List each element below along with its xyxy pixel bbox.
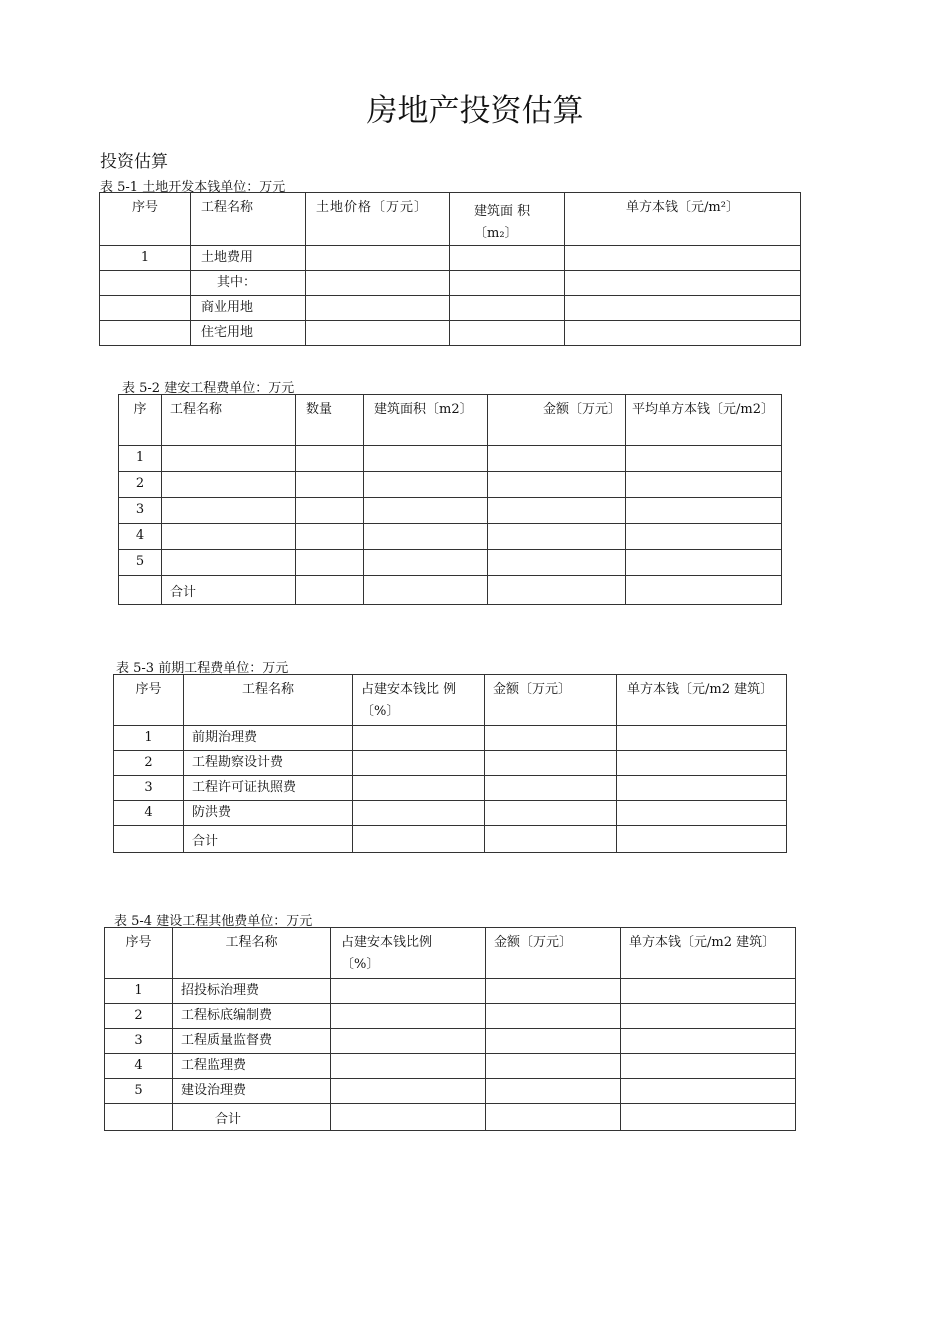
table-row bbox=[105, 1054, 796, 1079]
header-cell: 建筑面积〔m2〕 bbox=[364, 395, 488, 446]
table-cell bbox=[486, 1054, 621, 1079]
table-cell bbox=[488, 472, 626, 498]
other-cost-table bbox=[104, 927, 796, 1131]
table-cell: 4 bbox=[114, 801, 184, 826]
table-cell: 招投标治理费 bbox=[173, 979, 331, 1004]
table-cell bbox=[488, 576, 626, 605]
table-cell bbox=[100, 271, 191, 296]
land-cost-table bbox=[99, 192, 801, 346]
table-cell: 其中： bbox=[191, 271, 306, 296]
table-cell: 商业用地 bbox=[191, 296, 306, 321]
table-cell bbox=[119, 576, 162, 605]
table-cell bbox=[331, 1104, 486, 1131]
table-cell: 合计 bbox=[162, 576, 296, 605]
table-cell bbox=[450, 271, 565, 296]
table-cell bbox=[488, 550, 626, 576]
table-row bbox=[119, 446, 782, 472]
table-cell bbox=[296, 472, 364, 498]
table-cell bbox=[331, 1004, 486, 1029]
table-cell bbox=[296, 576, 364, 605]
table-cell: 合计 bbox=[173, 1104, 331, 1131]
table-caption: 表 5-3 前期工程费单位：万元 bbox=[116, 661, 289, 676]
table-cell bbox=[450, 246, 565, 271]
table-row bbox=[114, 751, 787, 776]
table-row bbox=[119, 472, 782, 498]
table-cell bbox=[296, 446, 364, 472]
table-cell: 工程质量监督费 bbox=[173, 1029, 331, 1054]
table-cell bbox=[353, 801, 485, 826]
table-caption: 表 5-4 建设工程其他费单位：万元 bbox=[114, 914, 313, 929]
table-total-row bbox=[119, 576, 782, 605]
table-cell bbox=[488, 498, 626, 524]
table-cell: 4 bbox=[119, 524, 162, 550]
table-cell: 工程标底编制费 bbox=[173, 1004, 331, 1029]
table-cell bbox=[353, 751, 485, 776]
table-cell bbox=[485, 726, 617, 751]
table-row bbox=[105, 1079, 796, 1104]
table-cell: 3 bbox=[105, 1029, 173, 1054]
table-row bbox=[100, 271, 801, 296]
header-cell: 序号 bbox=[114, 675, 184, 726]
header-cell: 序 bbox=[119, 395, 162, 446]
header-cell: 金额〔万元〕 bbox=[485, 675, 617, 726]
table-cell bbox=[364, 524, 488, 550]
table-cell: 工程监理费 bbox=[173, 1054, 331, 1079]
table-cell bbox=[114, 826, 184, 853]
preliminary-cost-table bbox=[113, 674, 787, 853]
table-cell bbox=[364, 446, 488, 472]
table-cell bbox=[626, 472, 782, 498]
table-cell bbox=[486, 979, 621, 1004]
table-cell: 住宅用地 bbox=[191, 321, 306, 346]
table-cell: 5 bbox=[119, 550, 162, 576]
table-cell bbox=[364, 498, 488, 524]
table-cell bbox=[486, 1029, 621, 1054]
table-cell bbox=[353, 726, 485, 751]
table-cell bbox=[331, 1079, 486, 1104]
header-cell: 工程名称 bbox=[191, 193, 306, 246]
table-cell bbox=[100, 321, 191, 346]
construction-cost-table bbox=[118, 394, 782, 605]
table-cell bbox=[100, 296, 191, 321]
table-row bbox=[105, 1029, 796, 1054]
header-cell: 单方本钱〔元/m2 建筑〕 bbox=[621, 928, 796, 979]
table-cell bbox=[565, 271, 801, 296]
table-cell bbox=[364, 472, 488, 498]
table-cell bbox=[617, 726, 787, 751]
table-cell bbox=[296, 498, 364, 524]
table-cell: 3 bbox=[114, 776, 184, 801]
table-cell bbox=[621, 1004, 796, 1029]
table-cell bbox=[565, 246, 801, 271]
table-total-row bbox=[105, 1104, 796, 1131]
header-cell: 序号 bbox=[100, 193, 191, 246]
table-cell bbox=[450, 296, 565, 321]
header-cell: 平均单方本钱〔元/m2〕 bbox=[626, 395, 782, 446]
table-cell bbox=[617, 826, 787, 853]
header-cell: 占建安本钱比 例〔%〕 bbox=[353, 675, 485, 726]
table-cell: 5 bbox=[105, 1079, 173, 1104]
table-cell bbox=[331, 979, 486, 1004]
table-row bbox=[100, 246, 801, 271]
table-cell bbox=[486, 1079, 621, 1104]
table-caption: 表 5-2 建安工程费单位：万元 bbox=[122, 381, 295, 396]
header-cell: 序号 bbox=[105, 928, 173, 979]
table-cell bbox=[353, 826, 485, 853]
table-row bbox=[105, 1004, 796, 1029]
table-cell: 2 bbox=[105, 1004, 173, 1029]
table-cell: 1 bbox=[105, 979, 173, 1004]
table-cell bbox=[617, 801, 787, 826]
table-cell bbox=[450, 321, 565, 346]
table-cell bbox=[621, 1104, 796, 1131]
table-row bbox=[114, 801, 787, 826]
table-cell bbox=[306, 321, 450, 346]
table-cell bbox=[485, 751, 617, 776]
table-cell bbox=[617, 751, 787, 776]
table-cell: 前期治理费 bbox=[184, 726, 353, 751]
table-cell: 1 bbox=[119, 446, 162, 472]
table-row bbox=[105, 979, 796, 1004]
table-cell bbox=[296, 550, 364, 576]
table-cell bbox=[565, 321, 801, 346]
table-header-row bbox=[100, 193, 801, 246]
table-cell: 防洪费 bbox=[184, 801, 353, 826]
header-cell: 金额〔万元〕 bbox=[486, 928, 621, 979]
table-cell bbox=[626, 576, 782, 605]
table-cell: 工程许可证执照费 bbox=[184, 776, 353, 801]
table-cell bbox=[486, 1104, 621, 1131]
table-cell bbox=[621, 1079, 796, 1104]
table-caption: 表 5-1 土地开发本钱单位：万元 bbox=[100, 180, 286, 195]
table-cell bbox=[105, 1104, 173, 1131]
table-row bbox=[119, 498, 782, 524]
table-row bbox=[114, 776, 787, 801]
table-cell: 2 bbox=[119, 472, 162, 498]
header-cell: 单方本钱〔元/m²〕 bbox=[565, 193, 801, 246]
table-cell bbox=[296, 524, 364, 550]
table-cell bbox=[364, 576, 488, 605]
header-cell: 土地价格〔万元〕 bbox=[306, 193, 450, 246]
table-cell bbox=[565, 296, 801, 321]
table-cell: 1 bbox=[114, 726, 184, 751]
table-cell bbox=[162, 472, 296, 498]
header-cell: 数量 bbox=[296, 395, 364, 446]
table-cell bbox=[162, 498, 296, 524]
table-cell bbox=[488, 446, 626, 472]
table-cell bbox=[626, 498, 782, 524]
table-cell bbox=[162, 446, 296, 472]
table-cell bbox=[353, 776, 485, 801]
table-cell bbox=[162, 524, 296, 550]
section-heading: 投资估算 bbox=[100, 152, 168, 172]
header-cell: 单方本钱〔元/m2 建筑〕 bbox=[617, 675, 787, 726]
table-cell bbox=[486, 1004, 621, 1029]
header-cell: 工程名称 bbox=[173, 928, 331, 979]
table-cell bbox=[621, 979, 796, 1004]
table-cell: 土地费用 bbox=[191, 246, 306, 271]
table-cell bbox=[626, 550, 782, 576]
table-cell: 建设治理费 bbox=[173, 1079, 331, 1104]
table-cell: 合计 bbox=[184, 826, 353, 853]
table-row bbox=[119, 524, 782, 550]
table-header-row bbox=[119, 395, 782, 446]
table-cell bbox=[162, 550, 296, 576]
table-cell bbox=[306, 246, 450, 271]
table-total-row bbox=[114, 826, 787, 853]
table-cell bbox=[331, 1029, 486, 1054]
table-cell bbox=[488, 524, 626, 550]
table-cell: 1 bbox=[100, 246, 191, 271]
table-row bbox=[114, 726, 787, 751]
table-header-row bbox=[114, 675, 787, 726]
table-cell bbox=[626, 524, 782, 550]
table-cell bbox=[485, 801, 617, 826]
table-cell bbox=[621, 1054, 796, 1079]
header-cell: 工程名称 bbox=[184, 675, 353, 726]
table-cell bbox=[306, 296, 450, 321]
table-cell bbox=[621, 1029, 796, 1054]
table-cell bbox=[331, 1054, 486, 1079]
table-cell bbox=[364, 550, 488, 576]
table-cell bbox=[617, 776, 787, 801]
header-cell: 占建安本钱比例〔%〕 bbox=[331, 928, 486, 979]
table-cell bbox=[626, 446, 782, 472]
table-row bbox=[119, 550, 782, 576]
table-cell bbox=[485, 776, 617, 801]
table-row bbox=[100, 296, 801, 321]
header-cell: 工程名称 bbox=[162, 395, 296, 446]
table-cell: 3 bbox=[119, 498, 162, 524]
table-cell: 4 bbox=[105, 1054, 173, 1079]
table-cell bbox=[306, 271, 450, 296]
table-cell: 2 bbox=[114, 751, 184, 776]
table-cell bbox=[485, 826, 617, 853]
page-title: 房地产投资估算 bbox=[366, 93, 584, 129]
table-header-row bbox=[105, 928, 796, 979]
table-row bbox=[100, 321, 801, 346]
header-cell: 金额〔万元〕 bbox=[488, 395, 626, 446]
header-cell: 建筑面 积〔m₂〕 bbox=[450, 193, 565, 246]
table-cell: 工程勘察设计费 bbox=[184, 751, 353, 776]
